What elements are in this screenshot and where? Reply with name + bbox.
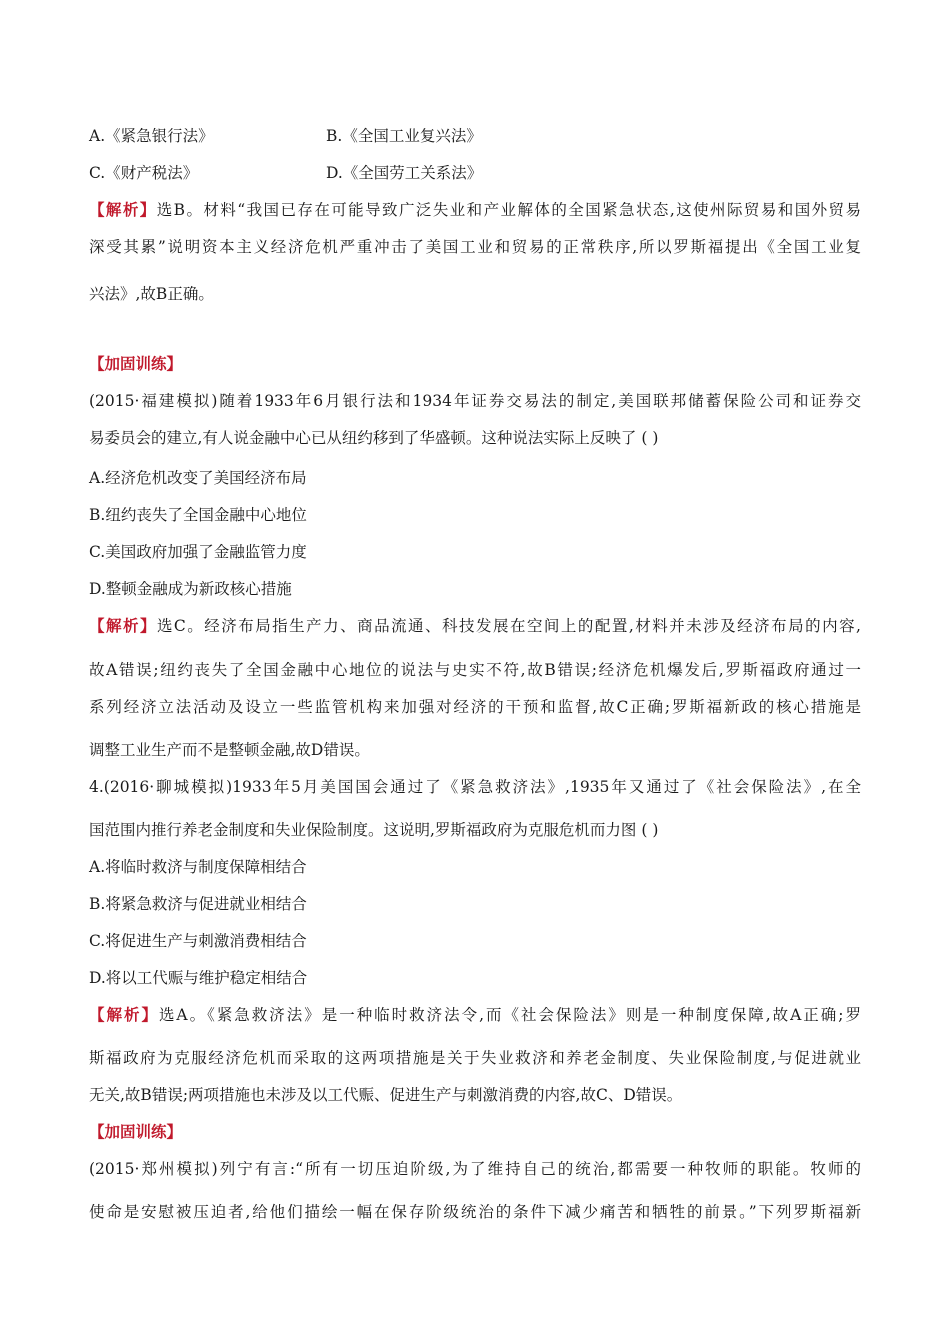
analysis-line-1: 【解析】选B。材料“我国已存在可能导致广泛失业和产业解体的全国紧急状态,这使州际贸易和国外贸易 [89, 200, 861, 219]
analysis-line-3: 兴法》,故B正确。 [89, 285, 214, 303]
analysis-line-4: 调整工业生产而不是整顿金融,故D错误。 [89, 741, 370, 759]
option-d: D.将以工代赈与维护稳定相结合 [89, 969, 308, 987]
analysis-line-2: 深受其累”说明资本主义经济危机严重冲击了美国工业和贸易的正常秩序,所以罗斯福提出《全国工业复 [89, 238, 861, 256]
analysis-tag: 【解析】 [89, 1005, 159, 1024]
option-c: C.美国政府加强了金融监管力度 [89, 543, 307, 561]
option-a: A.《紧急银行法》 [89, 127, 214, 145]
drill-heading: 【加固训练】 [89, 1122, 183, 1141]
option-b: B.《全国工业复兴法》 [326, 127, 482, 145]
analysis-tag: 【解析】 [89, 200, 157, 219]
option-b: B.将紧急救济与促进就业相结合 [89, 895, 307, 913]
analysis-line-3: 无关,故B错误;两项措施也未涉及以工代赈、促进生产与刺激消费的内容,故C、D错误。 [89, 1086, 683, 1104]
analysis-tag: 【解析】 [89, 616, 157, 635]
question-stem-line-1: (2015·郑州模拟)列宁有言:“所有一切压迫阶级,为了维持自己的统治,都需要一种牧师的职能。牧师的 [89, 1160, 861, 1178]
option-b: B.纽约丧失了全国金融中心地位 [89, 506, 307, 524]
analysis-line-1: 【解析】选A。《紧急救济法》是一种临时救济法令,而《社会保险法》则是一种制度保障,故A正确;罗 [89, 1005, 861, 1024]
drill-heading: 【加固训练】 [89, 354, 183, 373]
question-stem-line-2: 国范围内推行养老金制度和失业保险制度。这说明,罗斯福政府为克服危机而力图 ( ) [89, 821, 659, 839]
option-d: D.整顿金融成为新政核心措施 [89, 580, 292, 598]
analysis-line-3: 系列经济立法活动及设立一些监管机构来加强对经济的干预和监督,故C正确;罗斯福新政的核心措施是 [89, 698, 861, 716]
question-stem-line-1: 4.(2016·聊城模拟)1933年5月美国国会通过了《紧急救济法》,1935年又通过了《社会保险法》,在全 [89, 778, 861, 796]
option-c: C.《财产税法》 [89, 164, 199, 182]
option-a: A.将临时救济与制度保障相结合 [89, 858, 307, 876]
question-stem-line-2: 易委员会的建立,有人说金融中心已从纽约移到了华盛顿。这种说法实际上反映了 ( ) [89, 429, 659, 447]
option-c: C.将促进生产与刺激消费相结合 [89, 932, 307, 950]
option-a: A.经济危机改变了美国经济布局 [89, 469, 307, 487]
analysis-line-1: 【解析】选C。经济布局指生产力、商品流通、科技发展在空间上的配置,材料并未涉及经济布局的内容, [89, 616, 861, 635]
question-stem-line-1: (2015·福建模拟)随着1933年6月银行法和1934年证券交易法的制定,美国联邦储蓄保险公司和证券交 [89, 392, 861, 410]
option-d: D.《全国劳工关系法》 [326, 164, 483, 182]
question-stem-line-2: 使命是安慰被压迫者,给他们描绘一幅在保存阶级统治的条件下减少痛苦和牺牲的前景。”下列罗斯福新 [89, 1203, 861, 1221]
analysis-line-2: 斯福政府为克服经济危机而采取的这两项措施是关于失业救济和养老金制度、失业保险制度,与促进就业 [89, 1049, 861, 1067]
analysis-line-2: 故A错误;纽约丧失了全国金融中心地位的说法与史实不符,故B错误;经济危机爆发后,罗斯福政府通过一 [89, 661, 861, 679]
